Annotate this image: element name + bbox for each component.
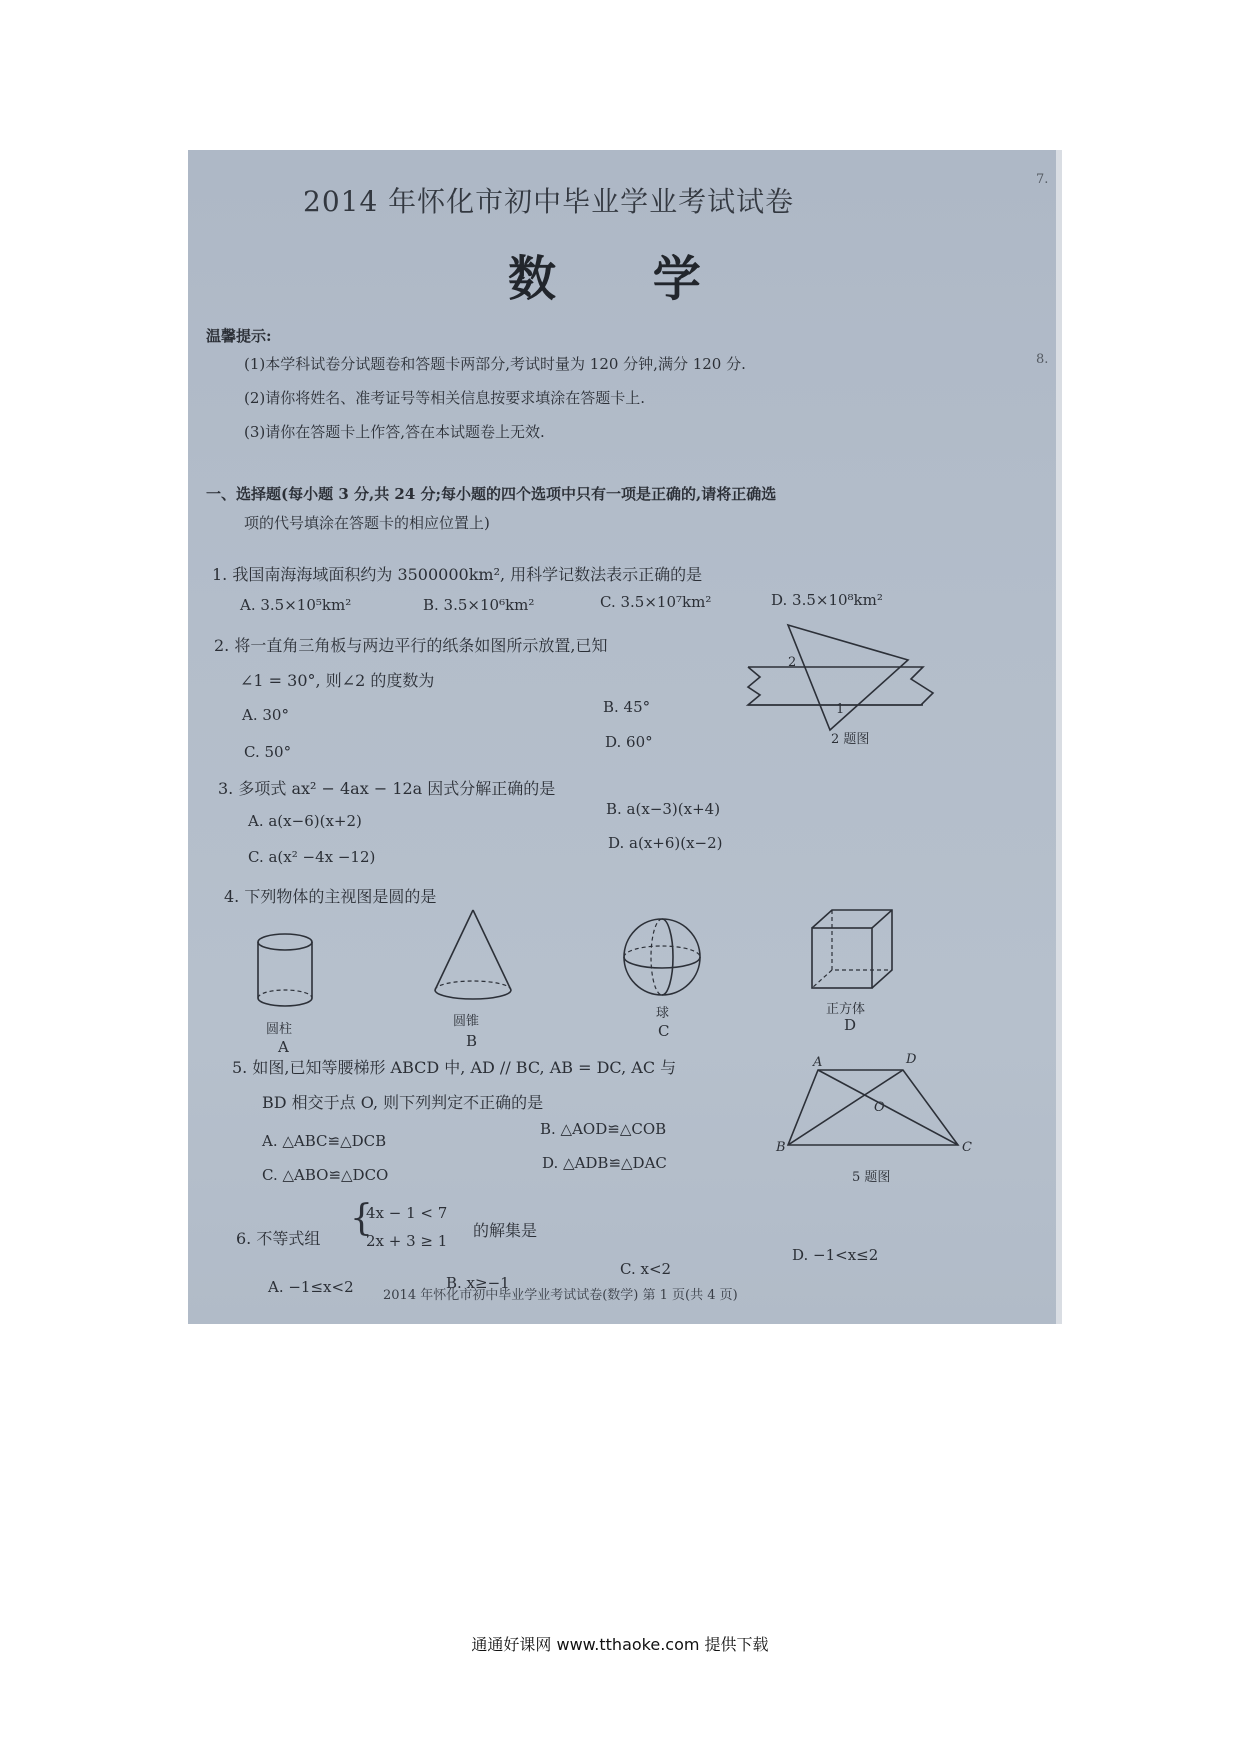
q6-suffix: 的解集是 [473, 1221, 538, 1240]
q5-stem-line1: 5. 如图,已知等腰梯形 ABCD 中, AD // BC, AB = DC, AC 与 [232, 1058, 677, 1077]
tip-2: (2)请你将姓名、准考证号等相关信息按要求填涂在答题卡上. [244, 389, 646, 407]
q5-vertex-c: C [962, 1140, 972, 1155]
tips-heading: 温馨提示: [206, 327, 272, 345]
q6-option-d: D. −1<x≤2 [792, 1246, 879, 1264]
q6-inequality-1: 4x − 1 < 7 [366, 1204, 448, 1222]
q1-stem: 1. 我国南海海域面积约为 3500000km², 用科学记数法表示正确的是 [212, 565, 703, 584]
q2-figure-caption: 2 题图 [831, 732, 870, 747]
q2-angle-1-label: 1 [836, 702, 845, 717]
q5-option-a: A. △ABC≌△DCB [262, 1132, 387, 1150]
q5-stem-line2: BD 相交于点 O, 则下列判定不正确的是 [262, 1093, 544, 1112]
cone-figure [433, 910, 513, 1005]
q4-shape-b-name: 圆锥 [453, 1014, 480, 1029]
q4-shape-d-name: 正方体 [826, 1002, 866, 1017]
q2-figure [748, 625, 958, 735]
q6-inequality-2: 2x + 3 ≥ 1 [366, 1232, 448, 1250]
q6-prefix: 6. 不等式组 [236, 1229, 321, 1248]
q6-option-a: A. −1≤x<2 [268, 1278, 354, 1296]
q5-vertex-d: D [906, 1052, 917, 1067]
q4-shape-c-name: 球 [656, 1006, 670, 1021]
edge-mark-8: 8. [1036, 352, 1049, 367]
q1-option-b: B. 3.5×10⁶km² [423, 596, 535, 614]
q3-option-a: A. a(x−6)(x+2) [248, 812, 362, 830]
q2-option-b: B. 45° [603, 698, 651, 716]
q5-vertex-a: A [813, 1055, 823, 1070]
q5-option-d: D. △ADB≌△DAC [542, 1154, 667, 1172]
exam-footer: 2014 年怀化市初中毕业学业考试试卷(数学) 第 1 页(共 4 页) [383, 1288, 738, 1303]
exam-subject: 数 学 [508, 251, 741, 307]
edge-mark-7: 7. [1036, 172, 1049, 187]
next-page-edge [1056, 150, 1062, 1324]
q3-option-d: D. a(x+6)(x−2) [608, 834, 723, 852]
q4-shape-a-name: 圆柱 [266, 1022, 293, 1037]
q6-option-b: B. x≥−1 [446, 1274, 510, 1292]
q2-angle-2-label: 2 [788, 655, 797, 670]
q3-stem: 3. 多项式 ax² − 4ax − 12a 因式分解正确的是 [218, 779, 556, 798]
q5-option-c: C. △ABO≌△DCO [262, 1166, 389, 1184]
section-1-heading: 一、选择题(每小题 3 分,共 24 分;每小题的四个选项中只有一项是正确的,请将正确选 [206, 485, 777, 503]
exam-photo [188, 150, 1056, 1324]
q1-option-d: D. 3.5×10⁸km² [771, 591, 883, 609]
q3-option-b: B. a(x−3)(x+4) [606, 800, 721, 818]
q6-brace: { [350, 1198, 373, 1239]
q2-stem-line2: ∠1 = 30°, 则∠2 的度数为 [240, 671, 435, 690]
q4-stem: 4. 下列物体的主视图是圆的是 [224, 887, 437, 906]
q1-option-c: C. 3.5×10⁷km² [600, 593, 712, 611]
tip-1: (1)本学科试卷分试题卷和答题卡两部分,考试时量为 120 分钟,满分 120 分. [244, 355, 746, 373]
q6-option-c: C. x<2 [620, 1260, 672, 1278]
q5-figure-caption: 5 题图 [852, 1170, 891, 1185]
q5-vertex-b: B [776, 1140, 786, 1155]
q5-point-o: O [874, 1100, 885, 1115]
cube-figure [810, 908, 895, 993]
q2-option-d: D. 60° [605, 733, 653, 751]
q3-option-c: C. a(x² −4x −12) [248, 848, 376, 866]
q4-shape-b-letter: B [466, 1032, 478, 1050]
q2-stem-line1: 2. 将一直角三角板与两边平行的纸条如图所示放置,已知 [214, 636, 608, 655]
section-1-heading-cont: 项的代号填涂在答题卡的相应位置上) [244, 514, 490, 532]
q1-option-a: A. 3.5×10⁵km² [240, 596, 352, 614]
q2-option-a: A. 30° [242, 706, 289, 724]
q4-shape-d-letter: D [844, 1016, 857, 1034]
q4-shape-a-letter: A [278, 1038, 289, 1056]
exam-title: 2014 年怀化市初中毕业学业考试试卷 [303, 185, 795, 218]
cylinder-figure [253, 932, 323, 1012]
q4-shape-c-letter: C [658, 1022, 670, 1040]
download-credit: 通通好课网 www.tthaoke.com 提供下载 [471, 1635, 769, 1654]
q2-option-c: C. 50° [244, 743, 292, 761]
sphere-figure [620, 915, 704, 999]
q5-option-b: B. △AOD≌△COB [540, 1120, 667, 1138]
tip-3: (3)请你在答题卡上作答,答在本试题卷上无效. [244, 423, 545, 441]
